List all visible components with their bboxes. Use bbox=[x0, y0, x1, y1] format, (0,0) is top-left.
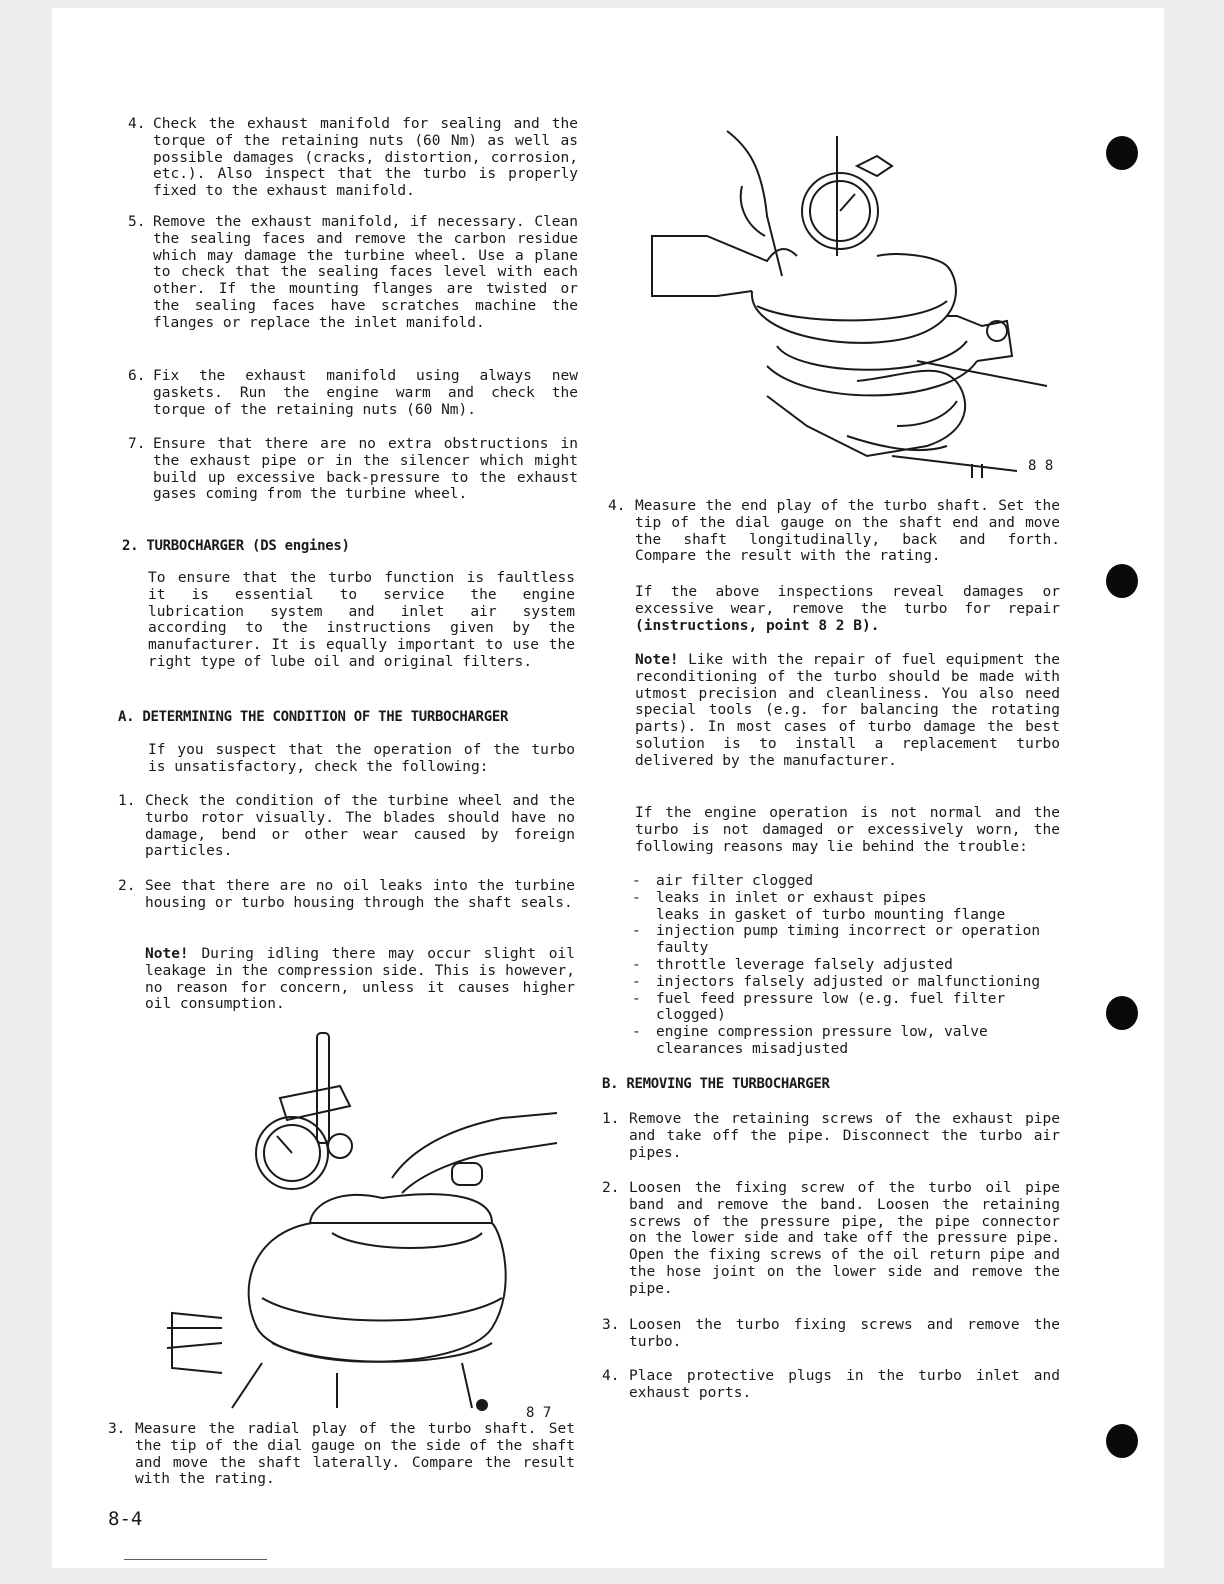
list-item-text: leaks in inlet or exhaust pipes bbox=[656, 889, 927, 906]
note-text: During idling there may occur slight oil leakage in the compression side. This is however, no reason for concern, unless it causes higher oil consumption. bbox=[145, 946, 575, 1013]
item-number: 5. bbox=[128, 214, 146, 230]
list-item: - leaks in inlet or exhaust pipes bbox=[632, 889, 927, 906]
list-item-text: engine compression pressure low, valve clearances misadjusted bbox=[656, 1024, 988, 1057]
item-number: 1. bbox=[602, 1111, 620, 1127]
item-number: 2. bbox=[602, 1180, 620, 1196]
list-item: - fuel feed pressure low (e.g. fuel filter clogged) bbox=[632, 990, 1006, 1024]
item-number: 1. bbox=[118, 793, 136, 809]
intro-item-5 bbox=[128, 214, 578, 332]
list-item-text: fuel feed pressure low (e.g. fuel filter clogged) bbox=[656, 990, 1006, 1024]
sub-a-intro: If you suspect that the operation of the turbo is unsatisfactory, check the following: bbox=[148, 742, 575, 775]
trouble-list bbox=[632, 873, 1052, 1058]
sub-heading-a: A. DETERMINING THE CONDITION OF THE TURBOCHARGER bbox=[118, 709, 509, 725]
note-text: Like with the repair of fuel equipment the reconditioning of the turbo should be made with utmost precision and cleanliness. You also need special tools (e.g. for balancing the rotating parts). In most cases of turbo damage the best solution is to install a replacement turbo delivered by the manufacturer. bbox=[635, 652, 1060, 769]
list-item-text: throttle leverage falsely adjusted bbox=[656, 956, 953, 973]
intro-item-6 bbox=[128, 368, 578, 418]
item-number: 6. bbox=[128, 368, 146, 384]
punch-hole-2 bbox=[1106, 564, 1138, 598]
item-text: Measure the radial play of the turbo shaft. Set the tip of the dial gauge on the side of the shaft and move the shaft laterally. Compare the result with the rating. bbox=[135, 1421, 575, 1488]
item-text: Ensure that there are no extra obstructions in the exhaust pipe or in the silencer which might build up excessive back-pressure to the exhaust gases coming from the turbine wheel. bbox=[153, 436, 578, 503]
section-heading-turbocharger: 2. TURBOCHARGER (DS engines) bbox=[122, 538, 350, 554]
section-intro: To ensure that the turbo function is faultless it is essential to service the engine lubrication system and inlet air system according to the instructions given by the manufacturer. It is equally important to use the right type of lube oil and original filters. bbox=[148, 570, 575, 670]
note-right bbox=[635, 652, 1060, 770]
item-number: 7. bbox=[128, 436, 146, 452]
item-text: Measure the end play of the turbo shaft. Set the tip of the dial gauge on the shaft end and move the shaft longitudinally, back and forth. Compare the result with the rating. bbox=[635, 498, 1060, 565]
item-number: 4. bbox=[608, 498, 626, 514]
figure-87-label: 8 7 bbox=[526, 1405, 552, 1421]
remove-item-1 bbox=[602, 1111, 1060, 1161]
sub-heading-b: B. REMOVING THE TURBOCHARGER bbox=[602, 1076, 830, 1092]
item-number: 3. bbox=[108, 1421, 126, 1437]
figure-88-label: 8 8 bbox=[1028, 458, 1054, 474]
punch-hole-4 bbox=[1106, 1424, 1138, 1458]
check-item-1 bbox=[118, 793, 575, 860]
item-number: 4. bbox=[128, 116, 146, 132]
check-item-2 bbox=[118, 878, 575, 912]
item-text: Remove the exhaust manifold, if necessary. Clean the sealing faces and remove the carbon residue which may damage the turbine wheel. Use a plane to check that the sealing faces level with each other. If the mounting flanges are twisted or the sealing faces have scratches machine the flanges or replace the inlet manifold. bbox=[153, 214, 578, 331]
punch-hole-1 bbox=[1106, 136, 1138, 170]
note-label: Note! bbox=[635, 652, 679, 668]
page-number: 8-4 bbox=[108, 1508, 143, 1530]
item-text: Check the exhaust manifold for sealing and the torque of the retaining nuts (60 Nm) as well as possible damages (cracks, distortion, corrosion, etc.). Also inspect that the turbo is properly fixed to the exhaust manifold. bbox=[153, 116, 578, 200]
remove-item-4 bbox=[602, 1368, 1060, 1402]
trouble-intro: If the engine operation is not normal and the turbo is not damaged or excessively worn, the following reasons may lie behind the trouble: bbox=[635, 805, 1060, 855]
punch-hole-3 bbox=[1106, 996, 1138, 1030]
item-text: Remove the retaining screws of the exhaust pipe and take off the pipe. Disconnect the turbo air pipes. bbox=[629, 1111, 1060, 1161]
figure-87-turbo-radial-play bbox=[162, 1028, 562, 1413]
list-item-text: injectors falsely adjusted or malfunctioning bbox=[656, 973, 1041, 990]
inspect-paragraph bbox=[635, 584, 1060, 634]
list-item: - air filter clogged bbox=[632, 873, 814, 889]
item-text: Loosen the turbo fixing screws and remove the turbo. bbox=[629, 1317, 1060, 1350]
item-text: Loosen the fixing screw of the turbo oil pipe band and remove the band. Loosen the retaining screws of the pressure pipe, the pipe connector on the lower side and take off the pressure pipe. Open the fixing screws of the oil return pipe and the hose joint on the lower side and remove the pipe. bbox=[629, 1180, 1060, 1297]
list-item bbox=[632, 907, 1052, 924]
item-text: Fix the exhaust manifold using always new gaskets. Run the engine warm and check the torque of the retaining nuts (60 Nm). bbox=[153, 368, 578, 418]
list-item-text: injection pump timing incorrect or operation faulty bbox=[656, 923, 1041, 957]
figure-88-turbo-end-play bbox=[647, 126, 1057, 486]
measure-end-play-item bbox=[608, 498, 1060, 565]
list-item: - injectors falsely adjusted or malfunctioning bbox=[632, 973, 1041, 990]
inspect-text: If the above inspections reveal damages or excessive wear, remove the turbo for repair bbox=[635, 584, 1060, 617]
list-item-text: air filter clogged bbox=[656, 873, 814, 889]
intro-item-7 bbox=[128, 436, 578, 503]
remove-item-2 bbox=[602, 1180, 1060, 1298]
note-left bbox=[145, 946, 575, 1013]
document-page bbox=[52, 8, 1164, 1568]
item-number: 3. bbox=[602, 1317, 620, 1333]
footer-line bbox=[124, 1559, 267, 1560]
remove-item-3 bbox=[602, 1317, 1060, 1351]
measure-radial-item bbox=[108, 1421, 575, 1488]
list-item: - engine compression pressure low, valve clearances misadjusted bbox=[632, 1024, 988, 1057]
item-number: 2. bbox=[118, 878, 136, 894]
list-item-text: leaks in gasket of turbo mounting flange bbox=[656, 906, 1006, 923]
inspect-ref: (instructions, point 8 2 B). bbox=[635, 617, 880, 634]
list-item: - throttle leverage falsely adjusted bbox=[632, 956, 953, 973]
list-item: - injection pump timing incorrect or operation faulty bbox=[632, 923, 1041, 957]
item-text: See that there are no oil leaks into the turbine housing or turbo housing through the shaft seals. bbox=[145, 878, 575, 911]
item-number: 4. bbox=[602, 1368, 620, 1384]
item-text: Place protective plugs in the turbo inlet and exhaust ports. bbox=[629, 1368, 1060, 1401]
intro-item-4 bbox=[128, 116, 578, 200]
item-text: Check the condition of the turbine wheel and the turbo rotor visually. The blades should have no damage, bend or other wear caused by foreign particles. bbox=[145, 793, 575, 860]
note-label: Note! bbox=[145, 946, 189, 962]
